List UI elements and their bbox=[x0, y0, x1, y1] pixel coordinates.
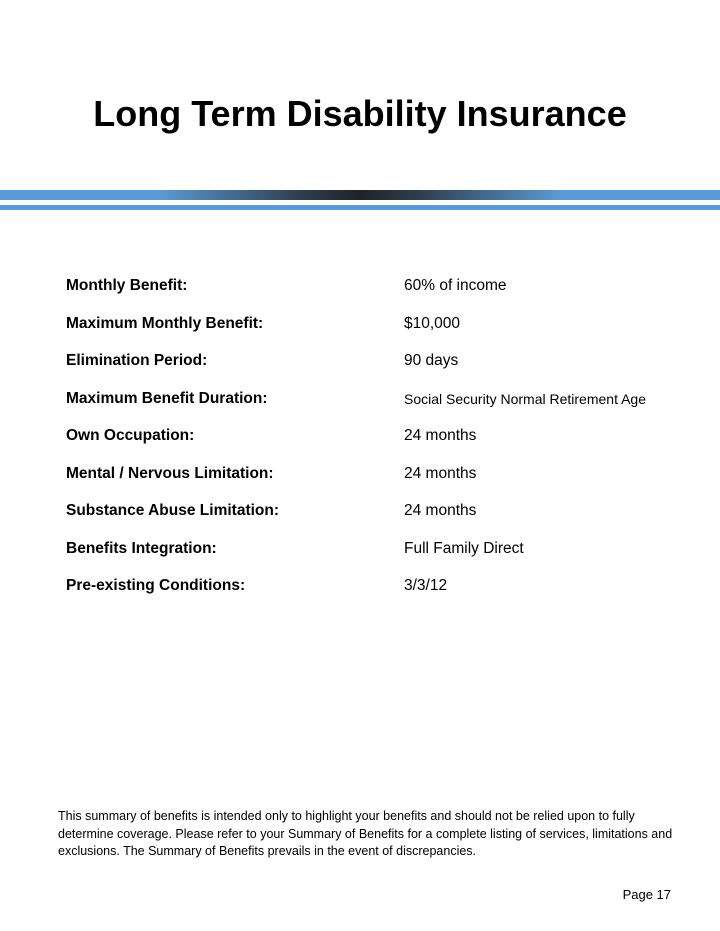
benefit-label: Maximum Monthly Benefit: bbox=[66, 314, 264, 332]
benefit-value: 90 days bbox=[404, 352, 459, 369]
disclaimer-text: This summary of benefits is intended only to highlight your benefits and should not be relied upon to fully determine coverage. Please refer to your Summary of Benefits for a complete listing of services, limitations and exclusions. The Summary of Benefits prevails in the event of discrepancies. bbox=[58, 809, 673, 858]
benefit-label: Own Occupation: bbox=[66, 427, 195, 444]
benefit-value: 24 months bbox=[404, 464, 477, 482]
page-title: Long Term Disability Insurance bbox=[93, 93, 627, 134]
benefit-label: Maximum Benefit Duration: bbox=[66, 389, 268, 407]
benefit-label: Substance Abuse Limitation: bbox=[66, 502, 280, 519]
benefit-row-pre-existing-conditions bbox=[66, 575, 686, 613]
benefit-row-mental-nervous-limitation bbox=[66, 463, 686, 501]
benefit-row-maximum-benefit-duration bbox=[66, 388, 686, 426]
benefit-value: 24 months bbox=[404, 502, 477, 519]
benefit-row-substance-abuse-limitation bbox=[66, 500, 686, 538]
benefit-row-maximum-monthly-benefit bbox=[66, 313, 686, 351]
benefit-value: $10,000 bbox=[404, 314, 461, 332]
benefit-row-monthly-benefit bbox=[66, 275, 686, 313]
benefit-value: Full Family Direct bbox=[404, 539, 524, 557]
benefit-label: Mental / Nervous Limitation: bbox=[66, 464, 274, 482]
benefit-label: Pre-existing Conditions: bbox=[66, 577, 246, 594]
header-divider-thin bbox=[0, 205, 720, 210]
benefit-row-own-occupation bbox=[66, 425, 686, 463]
page-number: Page 17 bbox=[622, 887, 671, 902]
benefit-label: Monthly Benefit: bbox=[66, 277, 188, 294]
benefit-label: Elimination Period: bbox=[66, 352, 208, 369]
benefit-label: Benefits Integration: bbox=[66, 539, 217, 557]
benefit-value: 60% of income bbox=[404, 277, 507, 294]
benefit-value: Social Security Normal Retirement Age bbox=[404, 390, 646, 407]
header-divider-gradient bbox=[0, 190, 720, 200]
benefit-row-elimination-period bbox=[66, 350, 686, 388]
benefits-table bbox=[66, 275, 686, 613]
benefit-value: 24 months bbox=[404, 427, 477, 444]
benefit-row-benefits-integration bbox=[66, 538, 686, 576]
benefit-value: 3/3/12 bbox=[404, 577, 448, 594]
